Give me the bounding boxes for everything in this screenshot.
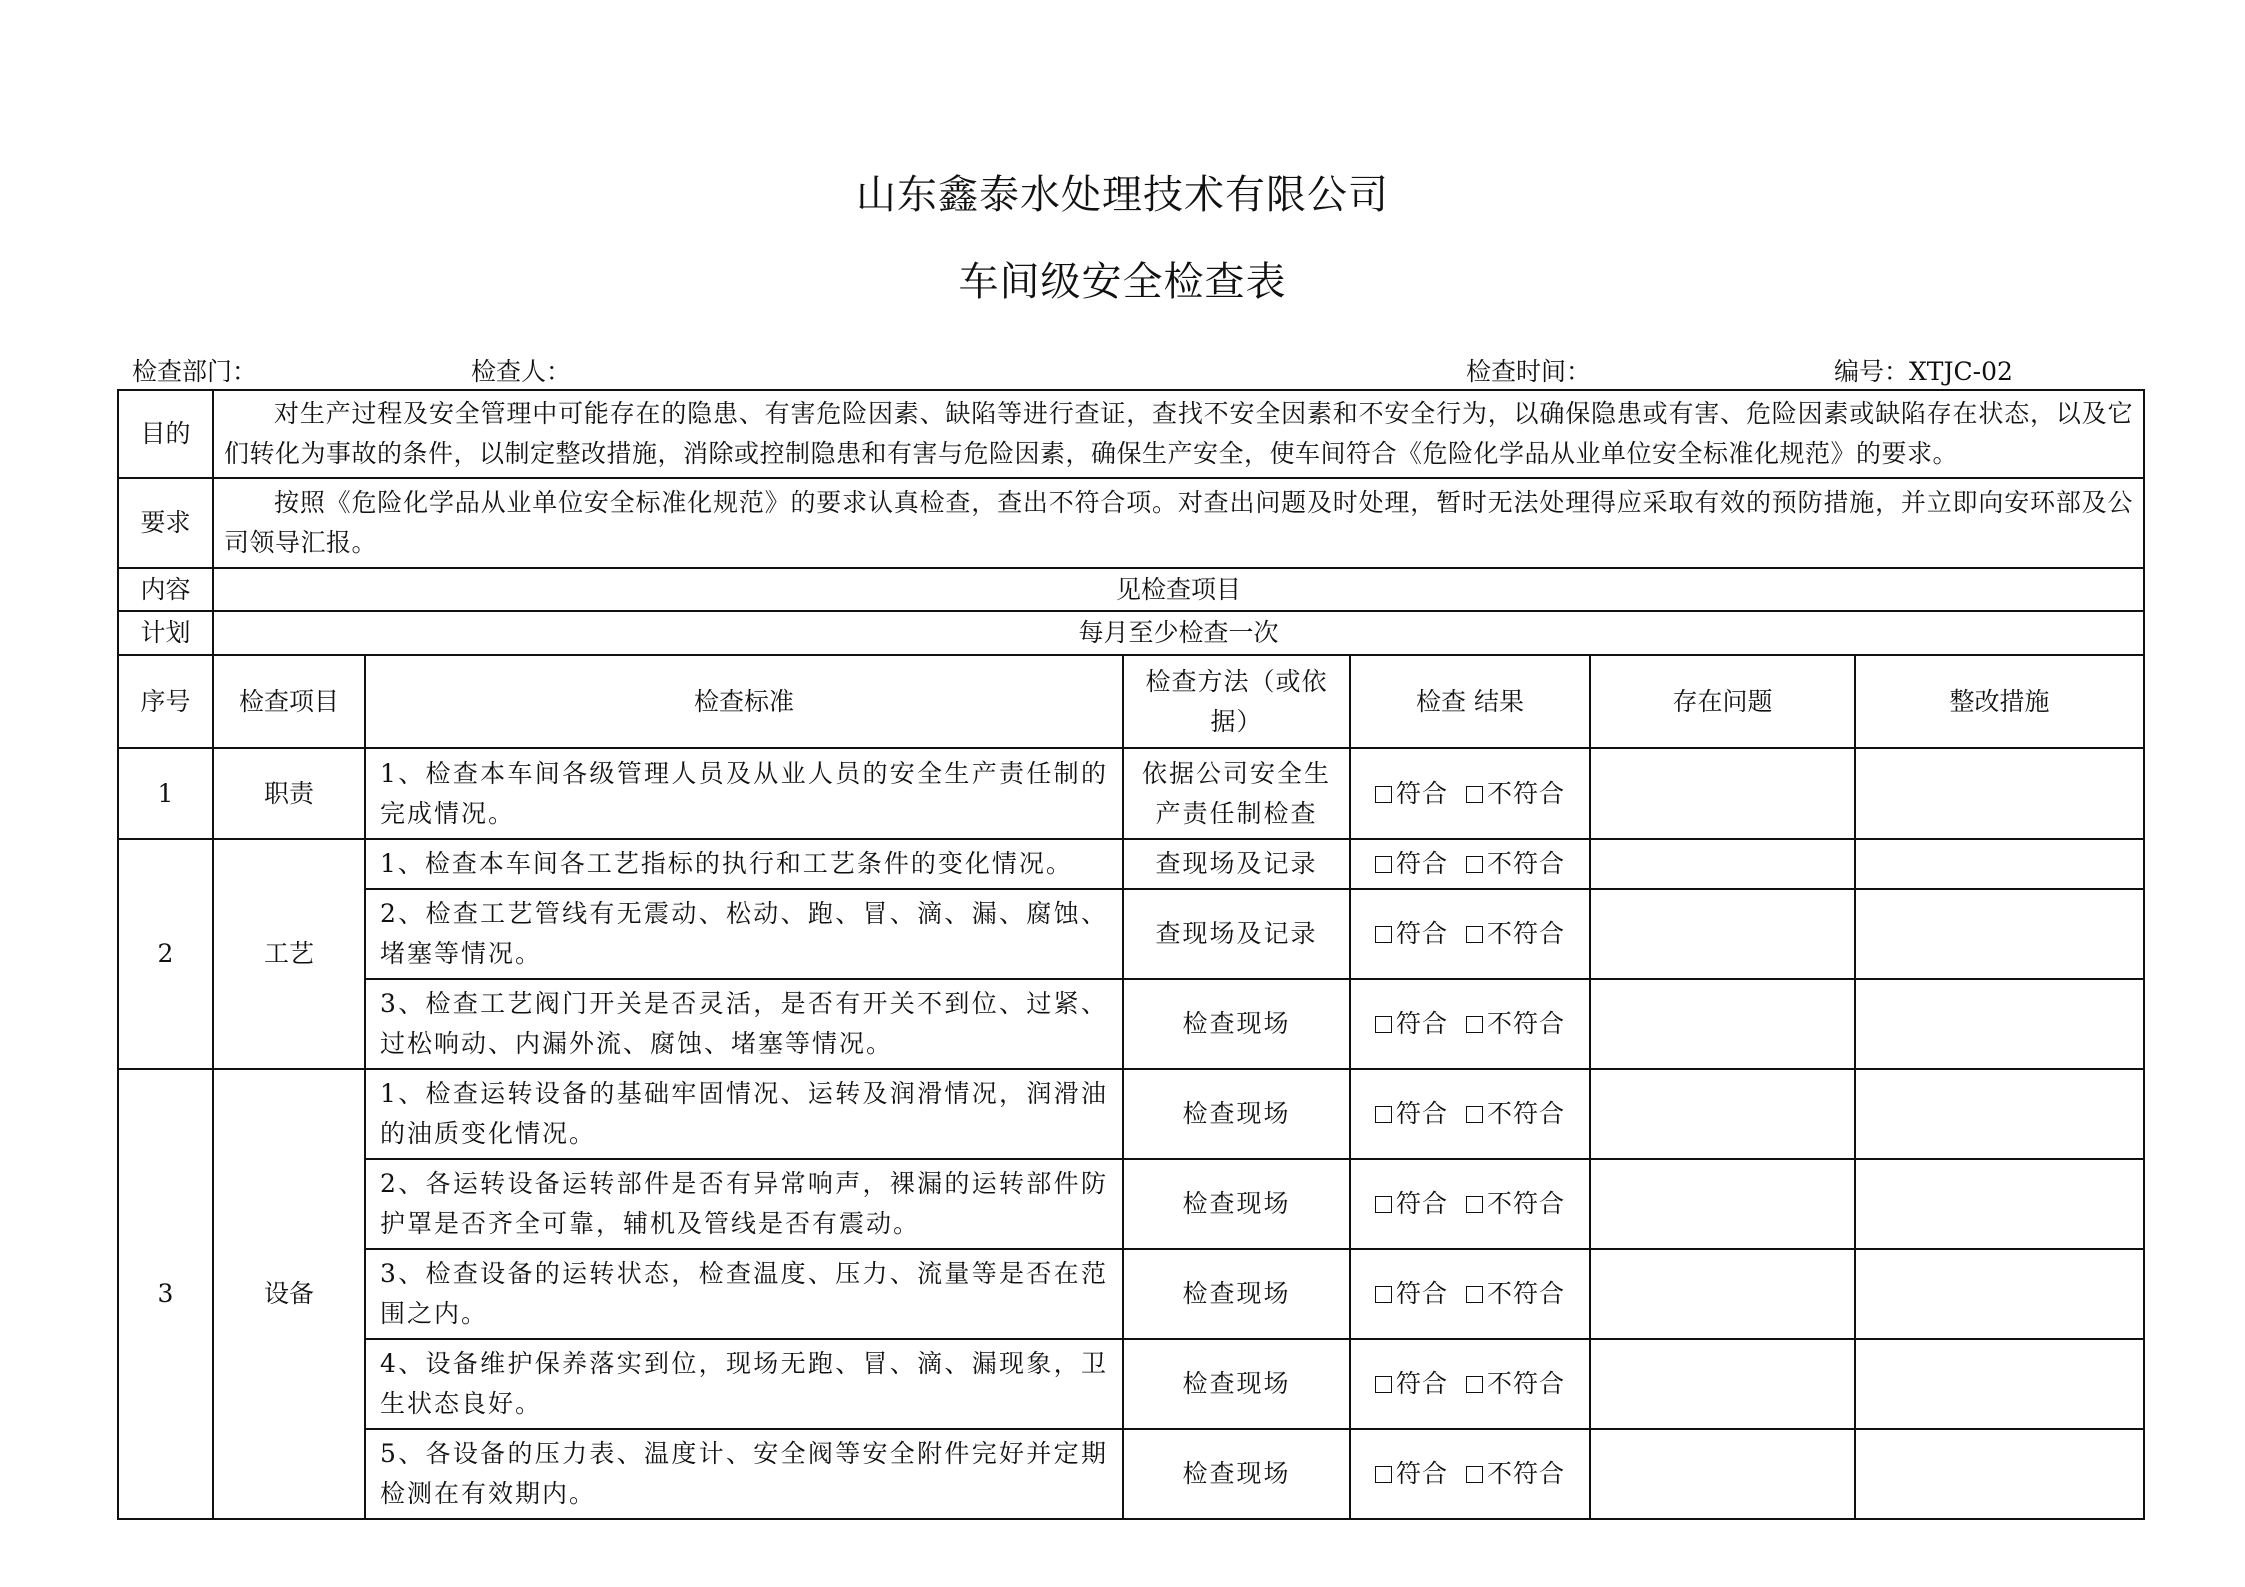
pass-label: 符合 (1395, 1009, 1448, 1038)
pass-checkbox[interactable] (1375, 926, 1392, 943)
pass-checkbox[interactable] (1375, 1376, 1392, 1393)
department-label: 检查部门： (132, 357, 258, 386)
fail-checkbox[interactable] (1466, 1286, 1483, 1303)
row-number: 1 (118, 748, 213, 839)
check-standard: 1、检查本车间各工艺指标的执行和工艺条件的变化情况。 (365, 839, 1123, 889)
col-header-measure: 整改措施 (1855, 655, 2144, 748)
content-label: 内容 (118, 568, 213, 611)
check-method: 查现场及记录 (1123, 839, 1350, 889)
col-header-problem: 存在问题 (1590, 655, 1855, 748)
fail-checkbox[interactable] (1466, 1196, 1483, 1213)
fail-label: 不符合 (1487, 1279, 1566, 1308)
check-standard: 2、各运转设备运转部件是否有异常响声，裸漏的运转部件防护罩是否齐全可靠，辅机及管线是否有震动。 (365, 1159, 1123, 1249)
inspector-label: 检查人： (471, 357, 572, 386)
check-result (1350, 1159, 1590, 1249)
check-result (1350, 979, 1590, 1069)
pass-label: 符合 (1395, 1099, 1448, 1128)
pass-label: 符合 (1395, 919, 1448, 948)
pass-label: 符合 (1395, 1459, 1448, 1488)
company-name: 山东鑫泰水处理技术有限公司 (856, 172, 1389, 218)
measure-cell[interactable] (1855, 1159, 2144, 1249)
checklist-row (118, 1159, 2144, 1249)
fail-checkbox[interactable] (1466, 1466, 1483, 1483)
measure-cell[interactable] (1855, 1069, 2144, 1159)
check-item: 设备 (213, 1069, 365, 1519)
pass-checkbox[interactable] (1375, 856, 1392, 873)
check-method: 检查现场 (1123, 1159, 1350, 1249)
col-header-standard: 检查标准 (365, 655, 1123, 748)
check-method: 检查现场 (1123, 979, 1350, 1069)
col-header-item: 检查项目 (213, 655, 365, 748)
problem-cell[interactable] (1590, 839, 1855, 889)
fail-label: 不符合 (1487, 1099, 1566, 1128)
check-result (1350, 1069, 1590, 1159)
document-number: 编号：XTJC-02 (1834, 357, 2013, 386)
pass-label: 符合 (1395, 1279, 1448, 1308)
check-result (1350, 889, 1590, 979)
problem-cell[interactable] (1590, 1069, 1855, 1159)
problem-cell[interactable] (1590, 1339, 1855, 1429)
fail-label: 不符合 (1487, 919, 1566, 948)
checklist-row (118, 979, 2144, 1069)
fail-label: 不符合 (1487, 849, 1566, 878)
check-method: 检查现场 (1123, 1249, 1350, 1339)
fail-checkbox[interactable] (1466, 786, 1483, 803)
measure-cell[interactable] (1855, 889, 2144, 979)
col-header-no: 序号 (118, 655, 213, 748)
measure-cell[interactable] (1855, 1429, 2144, 1519)
problem-cell[interactable] (1590, 979, 1855, 1069)
col-header-method: 检查方法（或依据） (1123, 655, 1350, 748)
measure-cell[interactable] (1855, 1249, 2144, 1339)
plan-label: 计划 (118, 611, 213, 655)
plan-value: 每月至少检查一次 (213, 611, 2144, 655)
check-standard: 1、检查本车间各级管理人员及从业人员的安全生产责任制的完成情况。 (365, 748, 1123, 839)
check-result (1350, 1429, 1590, 1519)
check-method: 依据公司安全生产责任制检查 (1123, 748, 1350, 839)
pass-checkbox[interactable] (1375, 1466, 1392, 1483)
checklist-row (118, 1249, 2144, 1339)
fail-checkbox[interactable] (1466, 1106, 1483, 1123)
checklist-row (118, 1069, 2144, 1159)
check-item: 职责 (213, 748, 365, 839)
fail-checkbox[interactable] (1466, 1016, 1483, 1033)
fail-label: 不符合 (1487, 1369, 1566, 1398)
problem-cell[interactable] (1590, 1429, 1855, 1519)
purpose-text: 对生产过程及安全管理中可能存在的隐患、有害危险因素、缺陷等进行查证，查找不安全因素和不安全行为，以确保隐患或有害、危险因素或缺陷存在状态，以及它们转化为事故的条件，以制定整改措施，消除或控制隐患和有害与危险因素，确保生产安全，使车间符合《危险化学品从业单位安全标准化规范》的要求。 (213, 390, 2144, 478)
column-header-row (118, 655, 2144, 748)
pass-checkbox[interactable] (1375, 1196, 1392, 1213)
check-method: 查现场及记录 (1123, 889, 1350, 979)
measure-cell[interactable] (1855, 979, 2144, 1069)
check-method: 检查现场 (1123, 1339, 1350, 1429)
purpose-row (118, 390, 2144, 478)
measure-cell[interactable] (1855, 1339, 2144, 1429)
pass-label: 符合 (1395, 778, 1448, 808)
requirement-text: 按照《危险化学品从业单位安全标准化规范》的要求认真检查，查出不符合项。对查出问题及时处理，暂时无法处理得应采取有效的预防措施，并立即向安环部及公司领导汇报。 (213, 478, 2144, 568)
check-result (1350, 1339, 1590, 1429)
check-standard: 4、设备维护保养落实到位，现场无跑、冒、滴、漏现象，卫生状态良好。 (365, 1339, 1123, 1429)
check-result (1350, 839, 1590, 889)
check-method: 检查现场 (1123, 1429, 1350, 1519)
checklist-row (118, 889, 2144, 979)
pass-label: 符合 (1395, 1369, 1448, 1398)
col-header-result: 检查 结果 (1350, 655, 1590, 748)
requirement-label: 要求 (118, 478, 213, 568)
check-method: 检查现场 (1123, 1069, 1350, 1159)
pass-label: 符合 (1395, 849, 1448, 878)
pass-checkbox[interactable] (1375, 786, 1392, 803)
checklist-row (118, 748, 2144, 839)
pass-checkbox[interactable] (1375, 1016, 1392, 1033)
check-standard: 5、各设备的压力表、温度计、安全阀等安全附件完好并定期检测在有效期内。 (365, 1429, 1123, 1519)
content-row (118, 568, 2144, 611)
checklist-row (118, 839, 2144, 889)
check-standard: 3、检查工艺阀门开关是否灵活，是否有开关不到位、过紧、过松响动、内漏外流、腐蚀、堵塞等情况。 (365, 979, 1123, 1069)
fail-label: 不符合 (1487, 1459, 1566, 1488)
inspection-table (117, 389, 2145, 1520)
problem-cell[interactable] (1590, 748, 1855, 839)
fail-checkbox[interactable] (1466, 856, 1483, 873)
fail-label: 不符合 (1487, 1189, 1566, 1218)
requirement-row (118, 478, 2144, 568)
check-result (1350, 748, 1590, 839)
check-item: 工艺 (213, 839, 365, 1069)
purpose-label: 目的 (118, 390, 213, 478)
fail-label: 不符合 (1487, 778, 1566, 808)
measure-cell[interactable] (1855, 839, 2144, 889)
inspection-time-label: 检查时间： (1466, 357, 1592, 386)
content-value: 见检查项目 (213, 568, 2144, 611)
check-standard: 2、检查工艺管线有无震动、松动、跑、冒、滴、漏、腐蚀、堵塞等情况。 (365, 889, 1123, 979)
measure-cell[interactable] (1855, 748, 2144, 839)
row-number: 3 (118, 1069, 213, 1519)
fail-checkbox[interactable] (1466, 1376, 1483, 1393)
pass-checkbox[interactable] (1375, 1106, 1392, 1123)
plan-row (118, 611, 2144, 655)
problem-cell[interactable] (1590, 1249, 1855, 1339)
checklist-row (118, 1339, 2144, 1429)
row-number: 2 (118, 839, 213, 1069)
check-standard: 1、检查运转设备的基础牢固情况、运转及润滑情况，润滑油的油质变化情况。 (365, 1069, 1123, 1159)
pass-checkbox[interactable] (1375, 1286, 1392, 1303)
fail-checkbox[interactable] (1466, 926, 1483, 943)
check-result (1350, 1249, 1590, 1339)
problem-cell[interactable] (1590, 889, 1855, 979)
check-standard: 3、检查设备的运转状态，检查温度、压力、流量等是否在范围之内。 (365, 1249, 1123, 1339)
pass-label: 符合 (1395, 1189, 1448, 1218)
problem-cell[interactable] (1590, 1159, 1855, 1249)
document-title: 车间级安全检查表 (958, 259, 1287, 305)
checklist-row (118, 1429, 2144, 1519)
fail-label: 不符合 (1487, 1009, 1566, 1038)
